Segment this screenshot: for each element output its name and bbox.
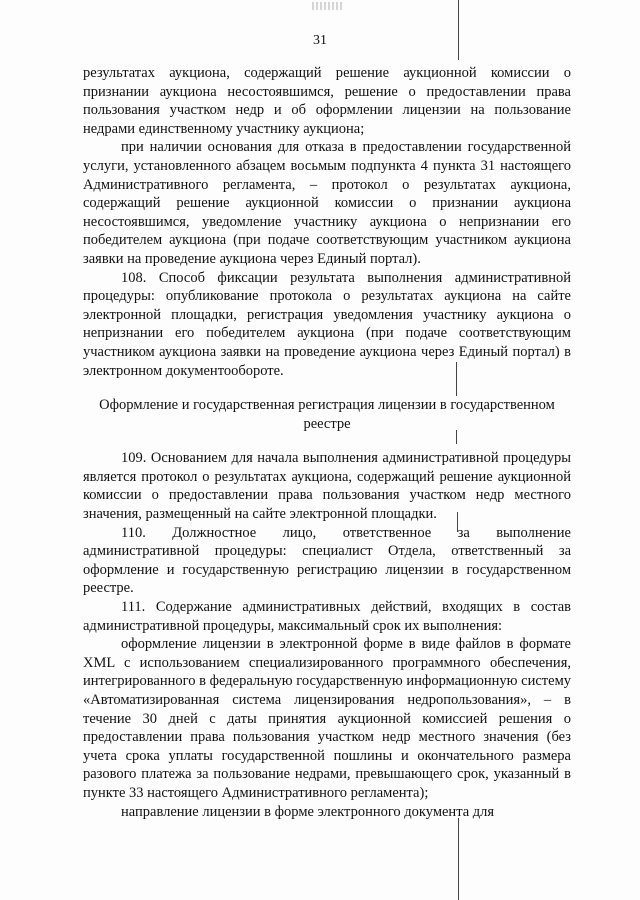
paragraph: 111. Содержание административных действий, входящих в состав административной процедуры, максимальный срок их выполнения:	[83, 599, 571, 634]
page-number: 31	[313, 33, 327, 48]
paragraph: оформление лицензии в электронной форме в виде файлов в формате XML с использованием специализированного программного обеспечения, интегрированного в федеральную государственную информационную систему «Автоматизированная система лицензирования недропользования», – в течение 30 дней с даты принятия аукционной комиссией решения о предоставлении права пользования участком недр местного значения (без учета срока уплаты государственной пошлины и окончательного размера разового платежа за пользование недрами, превышающего срок, указанный в пункте 33 настоящего Административного регламента);	[83, 636, 571, 801]
paragraph: при наличии основания для отказа в предоставлении государственной услуги, установленного абзацем восьмым подпункта 4 пункта 31 настоящего Административного регламента, – протокол о результатах аукциона, содержащий решение аукционной комиссии о признании аукциона несостоявшимся, уведомление участнику аукциона о непризнании его победителем аукциона (при подаче соответствующим участником аукциона заявки на проведение аукциона через Единый портал).	[83, 139, 571, 267]
paragraph: 110. Должностное лицо, ответственное за выполнение административной процедуры: специалист Отдела, ответственный за оформление и государственную регистрацию лицензии в государственном реестре.	[83, 524, 571, 597]
paragraph: 108. Способ фиксации результата выполнения административной процедуры: опубликование протокола о результатах аукциона на сайте электронной площадки, регистрация уведомления участнику аукциона о непризнании его победителем аукциона (при подаче соответствующим участником аукциона заявки на проведение аукциона через Единый портал) в электронном документообороте.	[83, 269, 571, 379]
paragraph: результатах аукциона, содержащий решение аукционной комиссии о признании аукциона несостоявшимся, решение о предоставлении права пользования участком недр и об оформлении лицензии на пользование недрами единственному участнику аукциона;	[83, 65, 571, 137]
scan-artifact-line	[458, 818, 459, 900]
scan-artifact	[312, 2, 342, 10]
paragraph: направление лицензии в форме электронного документа для	[121, 803, 495, 820]
section-heading: Оформление и государственная регистрация лицензии в государственном реестре	[99, 397, 555, 432]
document-body	[83, 64, 571, 821]
scan-artifact-line	[458, 0, 459, 60]
paragraph: 109. Основанием для начала выполнения административной процедуры является протокол о результатах аукциона, содержащий решение аукционной комиссии о предоставлении права пользования участком недр местного значения, размещенный на сайте электронной площадки.	[83, 450, 571, 523]
